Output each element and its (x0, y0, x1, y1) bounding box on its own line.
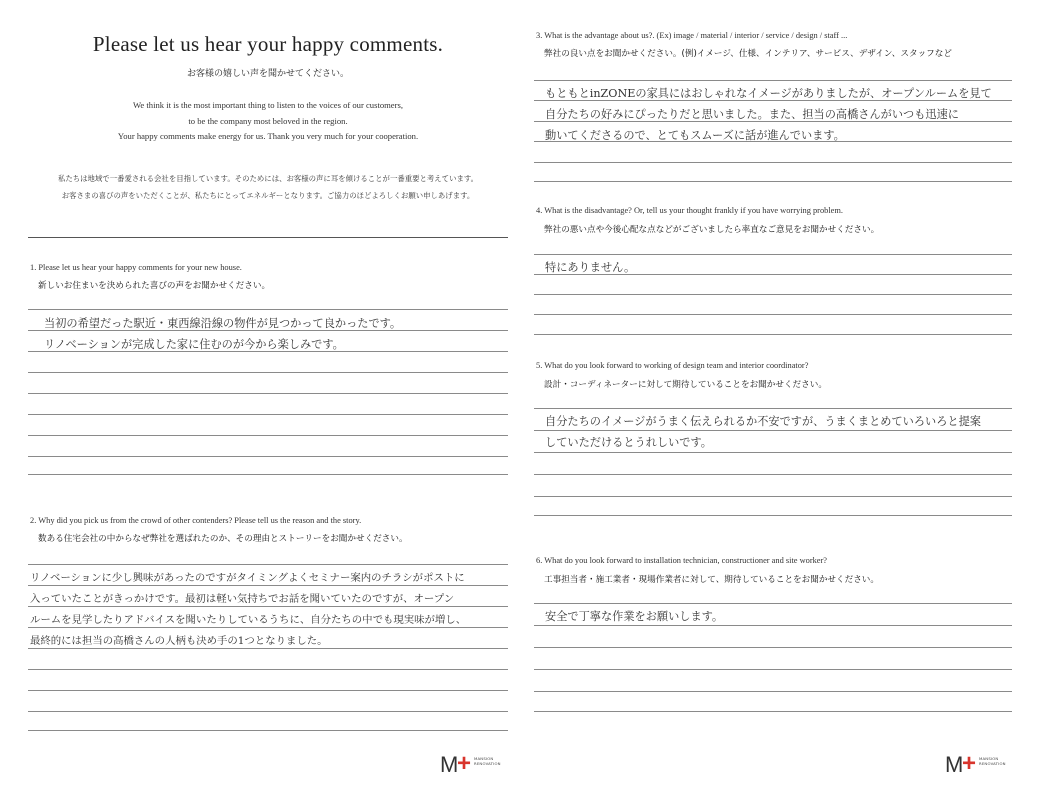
answer-line: 最終的には担当の高橋さんの人柄も決め手の1つとなりました。 (30, 635, 328, 647)
answer-line: 安全で丁寧な作業をお願いします。 (545, 610, 724, 623)
answer-4-text (545, 257, 635, 278)
answer-5-text (545, 411, 981, 453)
question-3-japanese: 弊社の良い点をお聞かせください。(例)イメージ、仕様、インテリア、サービス、デザイン、スタッフなど (544, 49, 952, 59)
answer-line: していただけるとうれしいです。 (545, 436, 712, 449)
question-3-english: 3. What is the advantage about us?. (Ex) image / material / interior / service / design / staff ... (536, 31, 848, 40)
question-4-english: 4. What is the disadvantage? Or, tell us your thought frankly if you have worrying problem. (536, 206, 843, 215)
answer-line: 自分たちの好みにぴったりだと思いました。また、担当の高橋さんがいつも迅速に (545, 108, 959, 121)
answer-line: リノベーションが完成した家に住むのが今から楽しみです。 (44, 338, 344, 351)
answer-line: リノベーションに少し興味があったのですがタイミングよくセミナー案内のチラシがポストに (30, 572, 465, 584)
answer-line: 自分たちのイメージがうまく伝えられるか不安ですが、うまくまとめていろいろと提案 (545, 415, 981, 428)
logo-text-line: RENOVATION (979, 761, 1006, 766)
logo-mark: M (945, 752, 964, 777)
question-4-japanese: 弊社の悪い点や今後心配な点などがございましたら率直なご意見をお聞かせください。 (544, 225, 880, 235)
question-1-japanese: 新しいお住まいを決められた喜びの声をお聞かせください。 (38, 281, 271, 291)
company-logo (440, 752, 510, 778)
logo-text-line: RENOVATION (474, 761, 501, 766)
question-2-japanese: 数ある住宅会社の中からなぜ弊社を選ばれたのか、その理由とストーリーをお聞かせください。 (38, 534, 408, 544)
survey-page-right (521, 0, 1042, 808)
intro-japanese (28, 170, 508, 204)
logo-plus-icon: + (457, 750, 472, 777)
answer-line: 入っていたことがきっかけです。最初は軽い気持ちでお話を聞いていたのですが、オープン (30, 593, 455, 605)
answer-line: 特にありません。 (545, 261, 636, 274)
question-5-english: 5. What do you look forward to working of design team and interior coordinator? (536, 361, 809, 370)
intro-english (28, 98, 508, 145)
answer-line: 動いてくださるので、とてもスムーズに話が進んでいます。 (545, 129, 845, 142)
page-title: Please let us hear your happy comments. (92, 32, 444, 56)
intro-en-line: Your happy comments make energy for us. Thank you very much for your cooperation. (117, 131, 419, 141)
answer-2-text (30, 568, 466, 652)
intro-jp-line: 私たちは地域で一番愛される会社を目指しています。そのためには、お客様の声に耳を傾けることが一番重要と考えています。 (57, 174, 479, 183)
intro-en-line: We think it is the most important thing to listen to the voices of our customers, (133, 100, 403, 110)
intro-en-line: to be the company most beloved in the region. (188, 115, 348, 126)
logo-plus-icon: + (962, 750, 977, 777)
logo-text (474, 756, 501, 766)
logo-mark: M (440, 752, 459, 777)
answer-3-text (545, 83, 992, 146)
answer-6-text (545, 606, 723, 627)
header-divider (28, 237, 508, 238)
question-6-japanese: 工事担当者・施工業者・現場作業者に対して、期待していることをお聞かせください。 (544, 575, 879, 585)
logo-text-line: MANSION (474, 756, 494, 761)
question-1-english: 1. Please let us hear your happy comments for your new house. (30, 263, 242, 272)
logo-text-line: MANSION (979, 756, 999, 761)
question-5-japanese: 設計・コーディネーターに対して期待していることをお聞かせください。 (544, 380, 827, 390)
intro-jp-line: お客さまの喜びの声をいただくことが、私たちにとってエネルギーとなります。ご協力のほどよろしくお願い申しあげます。 (61, 191, 475, 200)
question-6-english: 6. What do you look forward to installation technician, constructioner and site worker? (536, 556, 828, 565)
answer-line: 当初の希望だった駅近・東西線沿線の物件が見つかって良かったです。 (44, 317, 402, 330)
company-logo (945, 752, 1015, 778)
answer-line: もともとinZONEの家具にはおしゃれなイメージがありましたが、オープンルームを見て (545, 87, 992, 100)
answer-1-text (44, 313, 401, 355)
answer-line: ルームを見学したりアドバイスを聞いたりしているうちに、自分たちの中でも現実味が増し、 (30, 614, 467, 626)
question-2-english: 2. Why did you pick us from the crowd of other contenders? Please tell us the reason and the story. (30, 516, 362, 525)
page-subtitle: お客様の嬉しい声を聞かせてください。 (186, 69, 349, 79)
logo-text (979, 756, 1006, 766)
